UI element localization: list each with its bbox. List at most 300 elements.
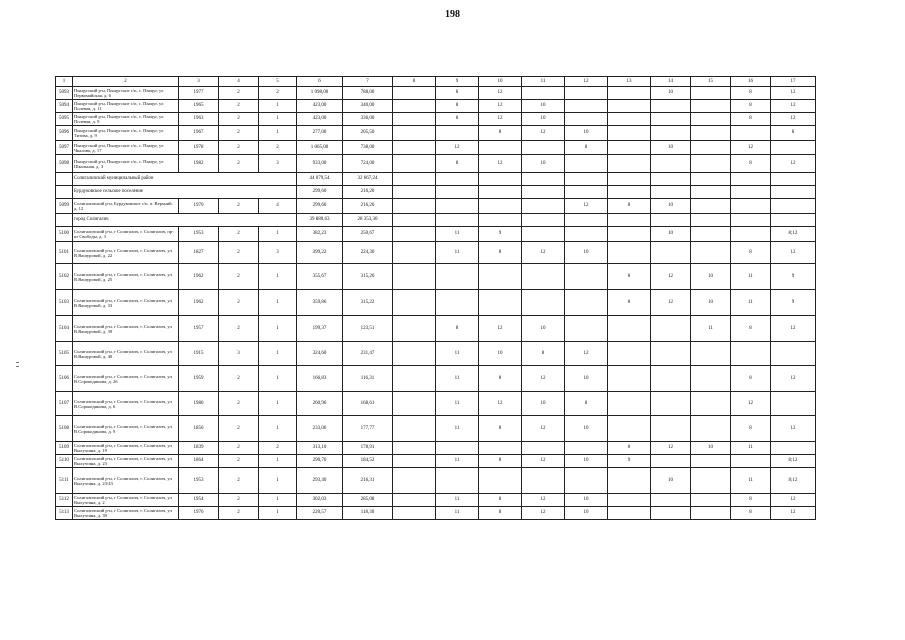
table-cell: 315,22 <box>343 290 393 316</box>
table-cell: 1 <box>259 366 297 392</box>
table-cell: 11 <box>436 227 479 242</box>
table-cell: 277,00 <box>297 126 343 141</box>
table-row <box>56 455 816 468</box>
table-cell: 299,60 <box>297 199 343 214</box>
table-cell: 184,52 <box>343 455 393 468</box>
table-cell: 12 <box>771 366 816 392</box>
table-cell: 1 <box>259 264 297 290</box>
table-cell: 1 <box>259 126 297 141</box>
table-cell: 11 <box>436 342 479 366</box>
table-cell: 2 <box>259 141 297 155</box>
table-cell: 11 <box>731 264 771 290</box>
table-cell <box>608 242 651 264</box>
table-row <box>56 507 816 520</box>
table-cell: 724,00 <box>343 155 393 173</box>
table-cell: 12 <box>436 141 479 155</box>
table-cell: 12 <box>731 392 771 416</box>
table-row <box>56 366 816 392</box>
address-cell: Пыщугский р-н, Пыщугское с/п, с. Пыщуг, ул Чкалова, д. 17 <box>73 141 179 155</box>
table-cell <box>771 173 816 186</box>
table-cell: 1 <box>259 455 297 468</box>
table-cell: 12 <box>522 416 565 442</box>
table-row <box>56 392 816 416</box>
table-cell: 1957 <box>179 316 219 342</box>
table-cell: 1978 <box>179 141 219 155</box>
table-cell: 8 <box>436 113 479 126</box>
table-cell <box>608 141 651 155</box>
table-cell: 1 <box>259 227 297 242</box>
table-cell: 8 <box>731 100 771 113</box>
table-cell: 8 <box>436 316 479 342</box>
table-cell: 12 <box>771 87 816 100</box>
table-cell: 10 <box>691 264 731 290</box>
table-cell: 3 <box>259 242 297 264</box>
address-cell: Солигаличский р-н, г Солигалич, г. Солигалич, ул В.Сорокодинова, д. 9 <box>73 416 179 442</box>
table-cell: 8 <box>731 242 771 264</box>
table-row <box>56 442 816 455</box>
table-cell: 12 <box>771 507 816 520</box>
table-cell: 8 <box>771 126 816 141</box>
table-cell: 177,77 <box>343 416 393 442</box>
table-cell <box>393 392 436 416</box>
table-cell <box>651 507 691 520</box>
subtotal-area-total: 299,60 <box>297 186 343 199</box>
table-cell: 11 <box>436 392 479 416</box>
table-cell <box>691 342 731 366</box>
table-cell: 423,00 <box>297 113 343 126</box>
subtotal-label: Солигаличский муниципальный район <box>73 173 297 186</box>
address-cell: Пыщугский р-н, Пыщугское с/п, с. Пыщуг, ул Полевая, д. 9 <box>73 113 179 126</box>
table-cell: 315,20 <box>343 264 393 290</box>
table-cell: 12 <box>522 242 565 264</box>
table-cell: 12 <box>771 113 816 126</box>
table-cell: 199,37 <box>297 316 343 342</box>
table-cell: 11 <box>436 455 479 468</box>
table-cell: 340,00 <box>343 100 393 113</box>
table-cell: 1977 <box>179 87 219 100</box>
table-cell: 399,22 <box>297 242 343 264</box>
table-cell <box>565 87 608 100</box>
table-cell <box>393 416 436 442</box>
table-cell <box>771 186 816 199</box>
table-cell: 10 <box>565 507 608 520</box>
table-cell <box>565 173 608 186</box>
address-cell: Солигаличский р-н, г Солигалич, г. Солигалич, ул В.Вашуровой, д. 39 <box>73 316 179 342</box>
table-cell <box>651 416 691 442</box>
table-cell <box>608 494 651 507</box>
table-cell: 12 <box>522 507 565 520</box>
table-cell: 168,61 <box>343 392 393 416</box>
table-cell: 10 <box>565 126 608 141</box>
table-cell <box>522 173 565 186</box>
table-cell <box>522 214 565 227</box>
column-header: 13 <box>608 77 651 87</box>
scan-margin-mark <box>16 362 19 363</box>
table-cell: 12 <box>651 264 691 290</box>
table-cell <box>565 442 608 455</box>
table-cell: 8 <box>731 316 771 342</box>
table-cell: 313,10 <box>297 442 343 455</box>
table-cell: 2 <box>219 392 259 416</box>
table-cell <box>691 455 731 468</box>
table-cell <box>56 186 73 199</box>
table-cell <box>731 126 771 141</box>
table-cell <box>651 242 691 264</box>
table-cell <box>479 290 522 316</box>
table-cell: 2 <box>219 264 259 290</box>
table-cell: 12 <box>771 155 816 173</box>
table-cell: 12 <box>651 290 691 316</box>
table-cell <box>522 186 565 199</box>
table-cell: 8 <box>479 455 522 468</box>
table-cell <box>436 442 479 455</box>
table-cell: 12 <box>479 392 522 416</box>
table-cell: 2 <box>219 87 259 100</box>
table-cell <box>436 173 479 186</box>
table-row <box>56 141 816 155</box>
table-cell <box>691 199 731 214</box>
table-cell <box>393 242 436 264</box>
address-cell: Пыщугский р-н, Пыщугское с/п, с. Пыщуг, ул Школьная, д. 3 <box>73 155 179 173</box>
table-cell: 1 <box>259 342 297 366</box>
table-cell <box>731 199 771 214</box>
table-cell: 359,86 <box>297 290 343 316</box>
table-cell: 8 <box>731 507 771 520</box>
column-header: 8 <box>393 77 436 87</box>
row-number-cell: 5093 <box>56 87 73 100</box>
column-header: 14 <box>651 77 691 87</box>
subtotal-label: Бурдуковское сельское поселение <box>73 186 297 199</box>
table-cell <box>691 242 731 264</box>
column-header: 11 <box>522 77 565 87</box>
table-cell: 10 <box>691 290 731 316</box>
table-cell <box>522 87 565 100</box>
table-cell: 10 <box>565 416 608 442</box>
table-cell: 12 <box>771 242 816 264</box>
table-cell: 1 <box>259 316 297 342</box>
table-cell: 1 <box>259 100 297 113</box>
address-cell: Пыщугский р-н, Пыщугское с/п, с. Пыщуг, ул Титова, д. 9 <box>73 126 179 141</box>
table-cell: 250,67 <box>343 227 393 242</box>
table-cell <box>436 199 479 214</box>
table-cell <box>565 316 608 342</box>
table-row <box>56 199 816 214</box>
table-cell: 12 <box>479 113 522 126</box>
table-cell: 12 <box>522 455 565 468</box>
column-header: 3 <box>179 77 219 87</box>
table-cell <box>608 416 651 442</box>
column-header: 12 <box>565 77 608 87</box>
table-cell <box>393 100 436 113</box>
table-cell <box>608 227 651 242</box>
table-cell: 1 <box>259 290 297 316</box>
table-cell <box>436 214 479 227</box>
row-number-cell: 5097 <box>56 141 73 155</box>
table-cell: 9 <box>479 227 522 242</box>
table-cell: 2 <box>219 494 259 507</box>
table-cell <box>479 264 522 290</box>
table-cell: 8 <box>479 507 522 520</box>
row-number-cell: 5101 <box>56 242 73 264</box>
table-cell: 12 <box>479 316 522 342</box>
table-cell <box>771 392 816 416</box>
table-cell: 10 <box>651 141 691 155</box>
address-cell: Солигаличский р-н, Бурдуковское с/п, п. Верхний, д. 12 <box>73 199 179 214</box>
table-cell: 2 <box>219 141 259 155</box>
table-cell: 12 <box>479 87 522 100</box>
row-number-cell: 5110 <box>56 455 73 468</box>
table-cell <box>691 392 731 416</box>
table-cell: 2 <box>219 199 259 214</box>
table-cell <box>608 468 651 494</box>
table-cell <box>393 186 436 199</box>
table-cell: 12 <box>522 366 565 392</box>
table-cell: 336,00 <box>343 113 393 126</box>
table-cell: 1963 <box>179 113 219 126</box>
table-cell <box>651 494 691 507</box>
table-cell <box>691 468 731 494</box>
address-cell: Солигаличский р-н, г Солигалич, г. Солигалич, ул Вылузгина, д. 23 <box>73 455 179 468</box>
table-cell <box>393 342 436 366</box>
table-cell: 220,57 <box>297 507 343 520</box>
table-cell <box>522 442 565 455</box>
table-cell <box>651 155 691 173</box>
table-cell: 10 <box>651 227 691 242</box>
table-cell <box>565 186 608 199</box>
table-cell <box>56 214 73 227</box>
table-cell: 1 <box>259 494 297 507</box>
table-cell: 10 <box>565 455 608 468</box>
row-number-cell: 5098 <box>56 155 73 173</box>
table-cell: 10 <box>565 366 608 392</box>
row-number-cell: 5107 <box>56 392 73 416</box>
table-cell: 9 <box>771 290 816 316</box>
table-cell: 1 <box>259 416 297 442</box>
table-cell: 2 <box>219 290 259 316</box>
table-cell: 12 <box>731 141 771 155</box>
table-row <box>56 87 816 100</box>
address-cell: Солигаличский р-н, г Солигалич, г. Солигалич, ул В.Сорокодинова, д. 26 <box>73 366 179 392</box>
address-cell: Солигаличский р-н, г Солигалич, г. Солигалич, ул Вылузгина, д. 23/43 <box>73 468 179 494</box>
register-table <box>55 76 816 520</box>
table-cell: 1980 <box>179 392 219 416</box>
table-cell <box>731 214 771 227</box>
address-cell: Солигаличский р-н, г Солигалич, г. Солигалич, ул Вылузгина, д. 19 <box>73 442 179 455</box>
table-cell: 1954 <box>179 494 219 507</box>
table-cell: 12 <box>479 155 522 173</box>
table-cell: 1839 <box>179 442 219 455</box>
table-cell <box>691 186 731 199</box>
column-header: 16 <box>731 77 771 87</box>
table-cell: 302,03 <box>297 494 343 507</box>
table-cell: 2 <box>219 227 259 242</box>
subtotal-area-living: 28 353,30 <box>343 214 393 227</box>
table-cell: 3 <box>219 342 259 366</box>
table-cell: 2 <box>219 416 259 442</box>
table-cell: 8 <box>731 494 771 507</box>
table-cell <box>522 290 565 316</box>
table-cell: 12 <box>771 316 816 342</box>
table-cell: 1 <box>259 113 297 126</box>
table-cell: 178,91 <box>343 442 393 455</box>
table-cell: 2 <box>219 442 259 455</box>
table-cell: 10 <box>522 392 565 416</box>
table-cell: 3 <box>259 155 297 173</box>
table-row <box>56 494 816 507</box>
page-number: 198 <box>445 9 460 20</box>
row-number-cell: 5103 <box>56 290 73 316</box>
table-cell: 11 <box>436 242 479 264</box>
address-cell: Солигаличский р-н, г Солигалич, г. Солигалич, ул Вылузгина, д. 39 <box>73 507 179 520</box>
table-cell: 355,67 <box>297 264 343 290</box>
address-cell: Пыщугский р-н, Пыщугское с/п, с. Пыщуг, ул Полевая, д. 11 <box>73 100 179 113</box>
table-cell: 12 <box>522 126 565 141</box>
table-cell: 2 <box>219 316 259 342</box>
row-number-cell: 5099 <box>56 199 73 214</box>
table-cell <box>731 227 771 242</box>
table-cell <box>436 264 479 290</box>
table-cell: 1967 <box>179 126 219 141</box>
table-cell <box>691 155 731 173</box>
table-cell: 788,00 <box>343 87 393 100</box>
column-header: 10 <box>479 77 522 87</box>
table-cell <box>608 392 651 416</box>
table-cell: 8 <box>731 113 771 126</box>
table-cell <box>608 113 651 126</box>
table-cell: 8 <box>565 141 608 155</box>
table-cell: 8 <box>522 342 565 366</box>
table-cell: 8;12 <box>771 468 816 494</box>
address-cell: Солигаличский р-н, г Солигалич, г. Солигалич, пр-кт Свободы, д. 3 <box>73 227 179 242</box>
table-cell: 11 <box>731 468 771 494</box>
table-cell <box>565 468 608 494</box>
row-number-cell: 5112 <box>56 494 73 507</box>
table-cell: 1 <box>259 392 297 416</box>
table-cell: 738,00 <box>343 141 393 155</box>
table-cell: 8 <box>436 155 479 173</box>
table-cell: 116,31 <box>343 366 393 392</box>
table-cell <box>608 342 651 366</box>
table-cell: 231,47 <box>343 342 393 366</box>
table-cell: 260,96 <box>297 392 343 416</box>
column-header: 7 <box>343 77 393 87</box>
table-row <box>56 290 816 316</box>
table-row <box>56 126 816 141</box>
table-cell <box>393 141 436 155</box>
table-cell <box>608 173 651 186</box>
table-cell <box>393 173 436 186</box>
row-number-cell: 5100 <box>56 227 73 242</box>
row-number-cell: 5108 <box>56 416 73 442</box>
table-cell: 10 <box>651 87 691 100</box>
table-cell <box>691 141 731 155</box>
table-cell: 10 <box>651 468 691 494</box>
table-cell <box>651 100 691 113</box>
table-cell: 216,31 <box>343 468 393 494</box>
table-cell <box>393 442 436 455</box>
table-cell <box>56 173 73 186</box>
table-row <box>56 264 816 290</box>
table-cell: 2 <box>219 113 259 126</box>
table-cell <box>522 141 565 155</box>
table-cell <box>731 455 771 468</box>
table-cell: 8 <box>608 290 651 316</box>
table-body <box>56 77 816 520</box>
table-cell: 8 <box>731 87 771 100</box>
table-cell <box>771 141 816 155</box>
table-cell <box>565 227 608 242</box>
column-header: 6 <box>297 77 343 87</box>
table-cell <box>608 366 651 392</box>
table-cell: 2 <box>259 442 297 455</box>
table-cell: 8 <box>608 199 651 214</box>
table-cell: 8 <box>565 392 608 416</box>
table-cell <box>393 316 436 342</box>
table-cell <box>691 416 731 442</box>
table-cell <box>393 227 436 242</box>
table-cell: 324,60 <box>297 342 343 366</box>
subtotal-area-living: 216,20 <box>343 186 393 199</box>
row-number-cell: 5111 <box>56 468 73 494</box>
table-cell <box>771 342 816 366</box>
table-cell: 12 <box>565 199 608 214</box>
subtotal-row <box>56 214 816 227</box>
table-cell: 12 <box>565 342 608 366</box>
table-cell <box>691 87 731 100</box>
table-cell: 10 <box>565 242 608 264</box>
table-cell: 4 <box>259 199 297 214</box>
table-cell: 293,40 <box>297 468 343 494</box>
table-cell <box>608 214 651 227</box>
table-cell <box>436 468 479 494</box>
column-header: 5 <box>259 77 297 87</box>
table-cell <box>479 199 522 214</box>
table-row <box>56 113 816 126</box>
table-cell <box>651 173 691 186</box>
table-cell: 8;12 <box>771 455 816 468</box>
table-cell: 166,83 <box>297 366 343 392</box>
table-cell <box>393 290 436 316</box>
table-cell: 2 <box>219 242 259 264</box>
table-cell <box>436 126 479 141</box>
table-cell: 8;12 <box>771 227 816 242</box>
table-cell: 8 <box>731 416 771 442</box>
table-cell: 9 <box>608 455 651 468</box>
table-cell: 8 <box>479 242 522 264</box>
table-cell: 1962 <box>179 290 219 316</box>
table-cell <box>691 494 731 507</box>
column-header: 2 <box>73 77 179 87</box>
table-row <box>56 342 816 366</box>
table-cell: 1 <box>259 507 297 520</box>
table-cell <box>771 199 816 214</box>
table-cell: 10 <box>651 199 691 214</box>
table-cell: 118,30 <box>343 507 393 520</box>
subtotal-area-total: 39 880,63 <box>297 214 343 227</box>
table-row <box>56 416 816 442</box>
table-cell: 1970 <box>179 199 219 214</box>
table-cell: 1915 <box>179 342 219 366</box>
table-cell: 205,50 <box>343 126 393 141</box>
table-cell: 11 <box>731 290 771 316</box>
table-cell: 11 <box>731 442 771 455</box>
table-cell: 11 <box>691 316 731 342</box>
table-row <box>56 468 816 494</box>
table-cell <box>393 468 436 494</box>
table-cell <box>565 264 608 290</box>
table-cell: 12 <box>479 100 522 113</box>
table-cell: 1959 <box>179 366 219 392</box>
